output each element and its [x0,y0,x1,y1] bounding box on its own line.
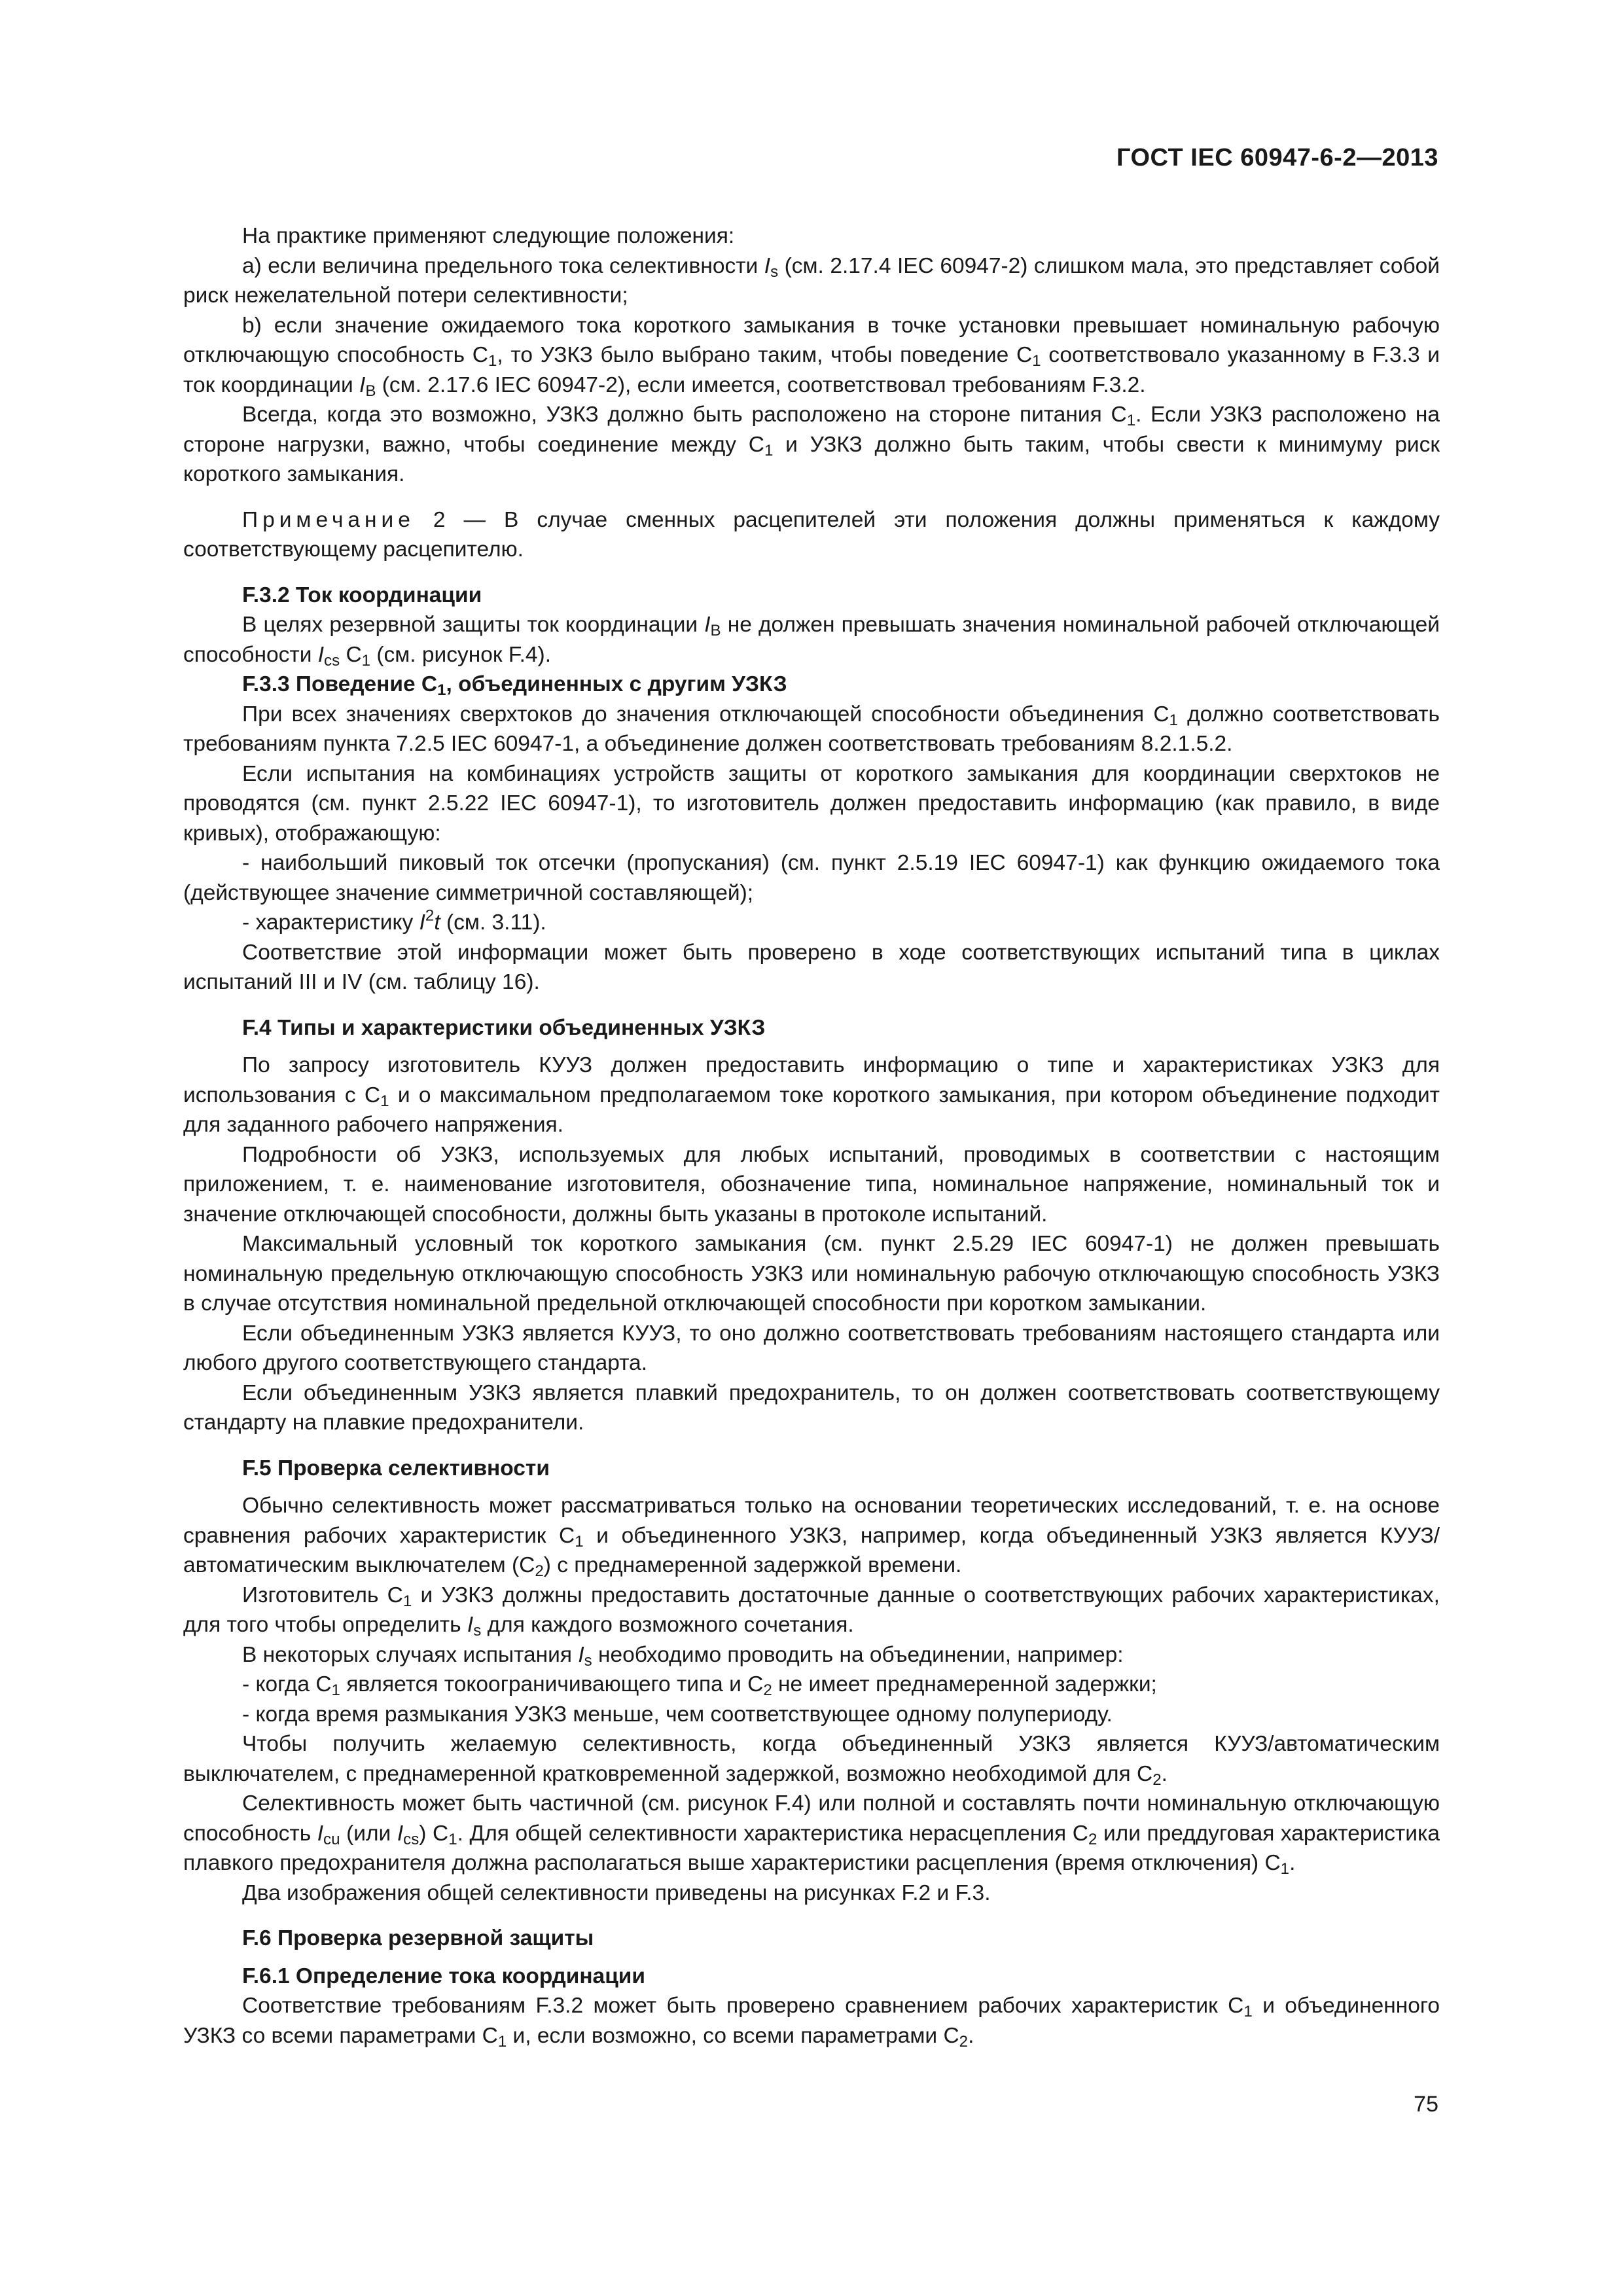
note-text: 2 — В случае сменных расцепителей эти положения должны применяться к каждому соответствующему расцепителю. [183,507,1440,562]
subscript: 2 [959,2032,969,2051]
text: для каждого возможного сочетания. [481,1613,854,1637]
paragraph: Если испытания на комбинациях устройств защиты от короткого замыкания для координации сверхтоков не проводятся (см. пункт 2.5.22 IEC 60947-1), то изготовитель должен предоставить информацию (как правило, в виде кривых), отображающую: [183,761,1440,846]
subscript: 2 [1152,1770,1162,1789]
subscript: 1 [1280,1860,1290,1878]
symbol: I [317,1821,324,1846]
list-item [183,908,1440,938]
text: - характеристику [242,910,419,935]
text: или преддуговая характеристика плавкого предохранителя должна располагаться выше характеристики расцепления (время отключения) С [183,1821,1440,1875]
text: В целях резервной защиты ток координации [242,613,705,637]
symbol: t [434,910,440,935]
paragraph [183,1491,1440,1581]
subscript: 1 [764,441,774,459]
section-heading: F.3.2 Ток координации [242,583,482,607]
text: Селективность может быть частичной (см. рисунок F.4) или полной и составлять почти номинальную отключающую способность [183,1791,1440,1846]
subscript: cs [403,1830,419,1848]
text: и объединенного УЗКЗ, например, когда объединенный УЗКЗ является КУУЗ/автоматическим выключателем (С [183,1523,1440,1577]
text: и УЗКЗ должны предоставить достаточные данные о соответствующих рабочих характеристиках, для того чтобы определить [183,1583,1440,1637]
text: соответствовало указанному в F.3.3 и ток координации [183,343,1440,397]
symbol: I [359,372,366,397]
text: ) С [419,1821,449,1846]
subscript: 1 [1243,2003,1253,2021]
paragraph [183,1729,1440,1789]
subscript: 1 [1169,711,1178,729]
text: (см. 3.11). [440,910,546,935]
text: должно соответствовать требованиям пункта 7.2.5 IEC 60947-1, а объединение должен соответствовать требованиям 8.2.1.5.2. [183,702,1440,756]
text: По запросу изготовитель КУУЗ должен предоставить информацию о типе и характеристиках УЗКЗ для использования с С [183,1053,1440,1107]
symbol: I [467,1613,474,1637]
paragraph [183,610,1440,670]
section-heading: F.6 Проверка резервной защиты [242,1926,594,1950]
text: . Для общей селективности характеристика нерасцепления С [457,1821,1088,1846]
spacer [183,997,1440,1013]
subscript: 1 [1032,352,1041,370]
list-item [183,1670,1440,1700]
symbol: I [764,253,771,278]
subscript: 1 [448,1830,457,1848]
subscript: 1 [361,651,371,670]
symbol: I [578,1642,584,1667]
text: . Если УЗКЗ расположено на стороне нагрузки, важно, чтобы соединение между С [183,403,1440,457]
paragraph [183,1050,1440,1140]
superscript: 2 [425,906,435,925]
paragraph: Соответствие этой информации может быть проверено в ходе соответствующих испытаний типа в циклах испытаний III и IV (см. таблицу 16). [183,940,1440,994]
paragraph [183,1789,1440,1878]
subscript: B [710,622,721,640]
section-heading: F.4 Типы и характеристики объединенных УЗКЗ [242,1015,766,1040]
paragraph [183,400,1440,490]
text: b) если значение ожидаемого тока короткого замыкания в точке установки превышает номинальную рабочую отключающую способность С [183,313,1440,367]
text: ) с преднамеренной задержкой времени. [543,1553,962,1577]
text: необходимо проводить на объединении, например: [592,1642,1124,1667]
symbol: I [704,613,711,637]
subscript: s [584,1651,592,1670]
text: и, если возможно, со всеми параметрами С [507,2023,959,2048]
subscript: 1 [575,1532,584,1551]
paragraph [183,1991,1440,2051]
symbol: I [317,642,325,667]
text: (см. рисунок F.4). [370,642,552,667]
spacer [183,565,1440,581]
text: (см. 2.17.4 IEC 60947-2) слишком мала, это представляет собой риск нежелательной потери селективности; [183,253,1440,308]
subscript: 1 [437,681,446,700]
subscript: s [770,262,779,281]
subscript: 1 [331,1681,340,1700]
text: F.3.3 Поведение С [242,672,438,696]
subscript: B [365,382,376,400]
paragraph [183,251,1440,311]
spacer [183,1483,1440,1491]
text: На практике применяют следующие положения: [242,224,735,248]
document-body [183,221,1440,2051]
text: не имеет преднамеренной задержки; [772,1672,1157,1696]
paragraph [183,221,1440,251]
subscript: s [473,1622,482,1640]
text: . [968,2023,974,2048]
text: и объединенного УЗКЗ со всеми параметрами С [183,1994,1440,2048]
paragraph: Если объединенным УЗКЗ является плавкий предохранитель, то он должен соответствовать соответствующему стандарту на плавкие предохранители. [183,1380,1440,1435]
text: является токоограничивающего типа и С [340,1672,764,1696]
subscript: 1 [402,1592,412,1610]
text: . [1289,1851,1296,1875]
paragraph: Подробности об УЗКЗ, используемых для любых испытаний, проводимых в соответствии с настоящим приложением, т. е. наименование изготовителя, обозначение типа, номинальное напряжение, номинальный ток и значение отключающей способности, должны быть указаны в протоколе испытаний. [183,1142,1440,1227]
paragraph [183,700,1440,759]
text: Соответствие требованиям F.3.2 может быть проверено сравнением рабочих характеристик С [242,1994,1244,2018]
spacer [183,1954,1440,1962]
subsection-heading: F.6.1 Определение тока координации [242,1964,645,1988]
text: не должен превышать значения номинальной рабочей отключающей способности [183,613,1440,667]
subscript: 2 [1088,1830,1097,1848]
text: Обычно селективность может рассматриваться только на основании теоретических исследований, т. е. на основе сравнения рабочих характеристик С [183,1494,1440,1548]
paragraph [183,1640,1440,1670]
text: Изготовитель С [242,1583,403,1607]
section-heading: F.5 Проверка селективности [242,1456,550,1480]
text: Чтобы получить желаемую селективность, когда объединенный УЗКЗ является КУУЗ/автоматическим выключателем, с преднамеренной кратковременной задержкой, возможно необходимой для С [183,1732,1440,1786]
text: а) если величина предельного тока селективности [242,253,764,278]
subscript: 1 [497,2032,507,2051]
spacer [183,1908,1440,1924]
spacer [183,490,1440,505]
subscript: 1 [380,1092,389,1110]
page-number: 75 [1414,2092,1438,2117]
note-label: Примечание [242,507,415,532]
subscript: 2 [535,1562,544,1581]
paragraph [183,1581,1440,1640]
text: . [1161,1761,1168,1786]
spacer [183,1043,1440,1050]
text: (см. 2.17.6 IEC 60947-2), если имеется, соответствовал требованиям F.3.2. [376,372,1146,397]
symbol: I [397,1821,404,1846]
paragraph: Максимальный условный ток короткого замыкания (см. пункт 2.5.29 IEC 60947-1) не должен превышать номинальную предельную отключающую способность УЗКЗ или номинальную рабочую отключающую способность УЗКЗ в случае отсутствия номинальной предельной отключающей способности при коротком замыкании. [183,1232,1440,1316]
subscript: 2 [763,1681,772,1700]
text: В некоторых случаях испытания [242,1642,579,1667]
page-header: ГОСТ IEC 60947-6-2—2013 [1116,144,1438,171]
text: - когда С [242,1672,332,1696]
note [183,505,1440,565]
text: и о максимальном предполагаемом токе короткого замыкания, при котором объединение подходит для заданного рабочего напряжения. [183,1083,1440,1137]
paragraph: Если объединенным УЗКЗ является КУУЗ, то оно должно соответствовать требованиям настоящего стандарта или любого другого соответствующего стандарта. [183,1321,1440,1375]
text: , объединенных с другим УЗКЗ [446,672,787,696]
text: При всех значениях сверхтоков до значения отключающей способности объединения С [242,702,1169,726]
section-heading [183,670,1440,700]
list-item: - наибольший пиковый ток отсечки (пропускания) (см. пункт 2.5.19 IEC 60947-1) как функцию ожидаемого тока (действующее значение симметричной составляющей); [183,851,1440,905]
subscript: 1 [488,352,497,370]
subscript: cs [324,651,340,670]
text: (или [340,1821,397,1846]
text: С [340,642,362,667]
symbol: I [419,910,425,935]
list-item: - когда время размыкания УЗКЗ меньше, чем соответствующее одному полупериоду. [242,1702,1113,1727]
paragraph: Два изображения общей селективности приведены на рисунках F.2 и F.3. [242,1880,991,1905]
paragraph [183,311,1440,401]
text: Всегда, когда это возможно, УЗКЗ должно быть расположено на стороне питания С [242,403,1127,427]
subscript: 1 [1126,412,1136,430]
text: , то УЗКЗ было выбрано таким, чтобы поведение С [497,343,1033,367]
spacer [183,1438,1440,1454]
subscript: cu [323,1830,340,1848]
text: и УЗКЗ должно быть таким, чтобы свести к минимуму риск короткого замыкания. [183,432,1440,486]
